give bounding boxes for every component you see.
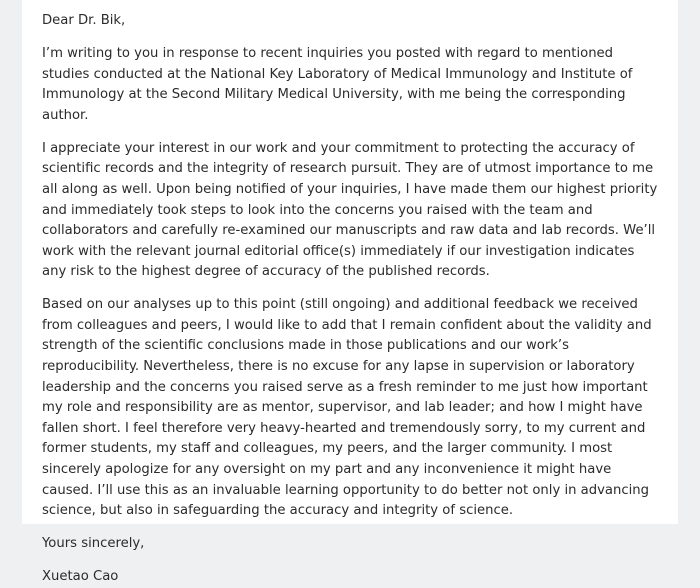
paragraph-investigation-steps: I appreciate your interest in our work and your commitment to protecting the accuracy of scientific records and the integrity of research pursuit. They are of utmost importance to me all along as well. Upon being notified of your inquiries, I have made them our highest priority and immediately took steps to look into the concerns you raised with the team and collaborators and carefully re-examined our manuscripts and raw data and lab records. We’ll work with the relevant journal editorial office(s) immediately if our investigation indicates any risk to the highest degree of accuracy of the published records. bbox=[42, 140, 658, 280]
paragraph-apology: Based on our analyses up to this point (still ongoing) and additional feedback we received from colleagues and peers, I would like to add that I remain confident about the validity and strength of the scientific conclusions made in those publications and our work’s reproducibility. Nevertheless, there is no excuse for any lapse in supervision or laboratory leadership and the concerns you raised serve as a fresh reminder to me just how important my role and responsibility are as mentor, supervisor, and lab leader; and how I might have fallen short. I feel therefore very heavy-hearted and tremendously sorry, to my current and former students, my staff and colleagues, my peers, and the larger community. I most sincerely apologize for any oversight on my part and any inconvenience it might have caused. I’ll use this as an invaluable learning opportunity to do better not only in advancing science, but also in safeguarding the accuracy and integrity of science. bbox=[42, 297, 652, 519]
letter-page bbox=[22, 0, 678, 585]
signature: Xuetao Cao bbox=[42, 569, 119, 585]
paragraph-inquiry-response: I’m writing to you in response to recent inquiries you posted with regard to mentioned studies conducted at the National Key Laboratory of Medical Immunology and Institute of Immunology at the Second Military Medical University, with me being the corresponding author. bbox=[42, 45, 633, 123]
salutation: Dear Dr. Bik, bbox=[42, 13, 126, 28]
closing: Yours sincerely, bbox=[42, 536, 145, 552]
